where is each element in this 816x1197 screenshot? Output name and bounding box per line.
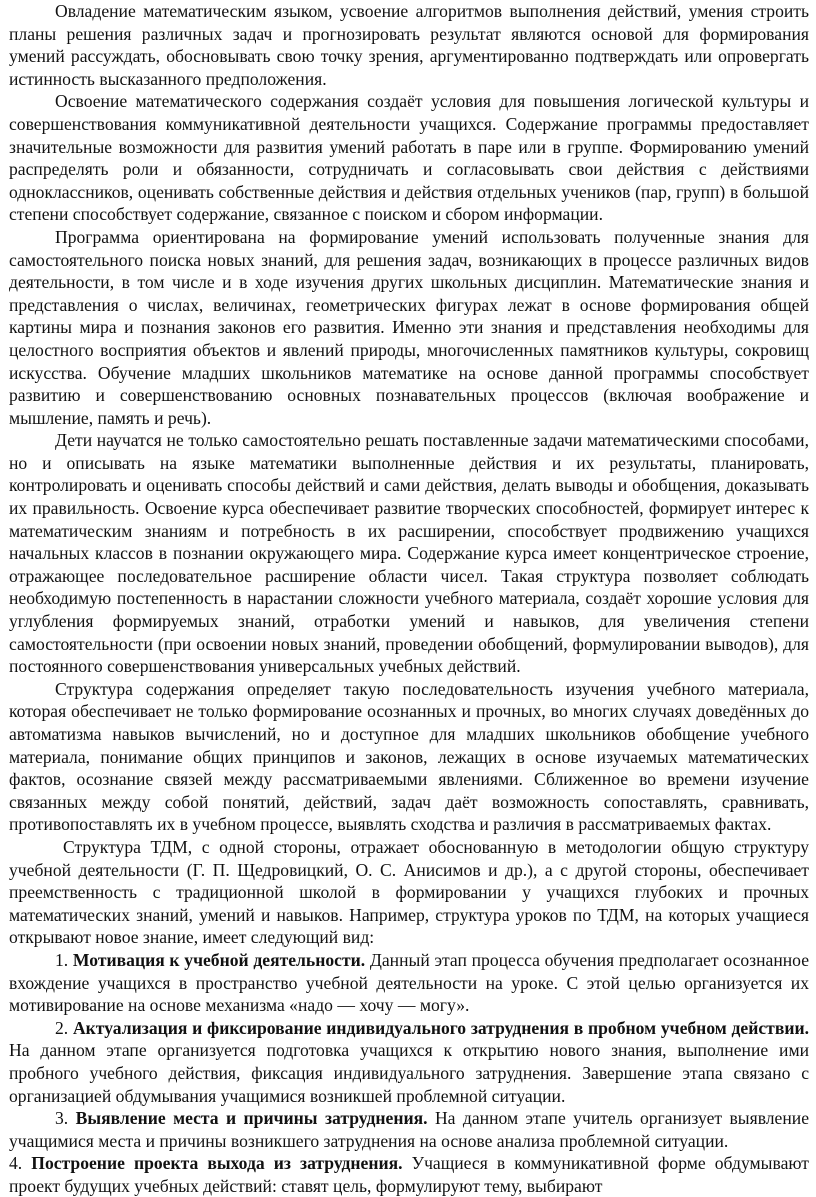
step-title: Выявление места и причины затруднения. (75, 1108, 428, 1129)
step-text: На данном этапе учитель организует выявление учащимися места и причины возникшего затруднения на основе анализа проблемной ситуации. (9, 1108, 810, 1151)
step-number: 3. (55, 1108, 69, 1129)
paragraph-3: Программа ориентирована на формирование умений использовать полученные знания для самостоятельного поиска новых знаний, для решения задач, возникающих в процессе различных видов деятельности, в том числе и в ходе изучения других школьных дисциплин. Математические знания и представления о числах, величинах, геометрических фигурах лежат в основе формирования общей картины мира и познания законов его развития. Именно эти знания и представления необходимы для целостного восприятия объектов и явлений природы, многочисленных памятников культуры, сокровищ искусства. Обучение младших школьников математике на основе данной программы способствует развитию и совершенствованию основных познавательных процессов (включая воображение и мышление, память и речь). (9, 226, 809, 428)
paragraph-5: Структура содержания определяет такую последовательность изучения учебного материала, которая обеспечивает не только формирование осознанных и прочных, во многих случаях доведённых до автоматизма навыков вычислений, но и доступное для младших школьников обобщение учебного материала, понимание общих принципов и законов, лежащих в основе изучаемых математических фактов, осознание связей между рассматриваемыми явлениями. Сближенное во времени изучение связанных между собой понятий, действий, задач даёт возможность сопоставлять, сравнивать, противопоставлять их в учебном процессе, выявлять сходства и различия в рассматриваемых фактах. (9, 678, 809, 835)
step-number: 1. (55, 949, 69, 970)
step-3 (9, 1107, 809, 1152)
paragraph-2: Освоение математического содержания создаёт условия для повышения логической культуры и совершенствования коммуникативной деятельности учащихся. Содержание программы предоставляет значительные возможности для развития умений работать в паре или в группе. Формированию умений распределять роли и обязанности, сотрудничать и согласовывать свои действия с действиями одноклассников, оценивать собственные действия и действия отдельных учеников (пар, групп) в большой степени способствует содержание, связанное с поиском и сбором информации. (9, 91, 809, 225)
step-text: На данном этапе организуется подготовка учащихся к открытию нового знания, выполнение ими пробного учебного действия, фиксация индивидуального затруднения. Завершение этапа связано с организацией обдумывания учащимися возникшей проблемной ситуации. (9, 1040, 809, 1106)
step-4 (9, 1152, 809, 1197)
paragraph-4: Дети научатся не только самостоятельно решать поставленные задачи математическими способами, но и описывать на языке математики выполненные действия и их результаты, планировать, контролировать и оценивать способы действий и сами действия, делать выводы и обобщения, доказывать их правильность. Освоение курса обеспечивает развитие творческих способностей, формирует интерес к математическим знаниям и потребность в их расширении, способствует продвижению учащихся начальных классов в познании окружающего мира. Содержание курса имеет концентрическое строение, отражающее последовательное расширение области чисел. Такая структура позволяет соблюдать необходимую постепенность в нарастании сложности учебного материала, создаёт хорошие условия для углубления формируемых знаний, отработки умений и навыков, для увеличения степени самостоятельности (при освоении новых знаний, проведении обобщений, формулировании выводов), для постоянного совершенствования универсальных учебных действий. (9, 430, 809, 677)
paragraph-1: Овладение математическим языком, усвоение алгоритмов выполнения действий, умения строить планы решения различных задач и прогнозировать результат являются основой для формирования умений рассуждать, обосновывать свою точку зрения, аргументированно подтверждать или опровергать истинность высказанного предположения. (9, 1, 809, 89)
step-title: Мотивация к учебной деятельности. (72, 949, 366, 970)
step-text: Данный этап процесса обучения предполагает осознанное вхождение учащихся в пространство учебной деятельности на уроке. С этой целью организуется их мотивирование на основе механизма «надо — хочу — могу». (9, 949, 809, 1016)
document-body (9, 0, 809, 1197)
step-number: 4. (9, 1153, 23, 1174)
step-1 (9, 949, 809, 1017)
step-title: Построение проекта выхода из затруднения. (31, 1153, 403, 1174)
step-number: 2. (55, 1017, 69, 1038)
paragraph-6: Структура ТДМ, с одной стороны, отражает обоснованную в методологии общую структуру учебной деятельности (Г. П. Щедровицкий, О. С. Анисимов и др.), а с другой стороны, обеспечивает преемственность с традиционной школой в формировании у учащихся глубоких и прочных математических знаний, умений и навыков. Например, структура уроков по ТДМ, на которых учащиеся открывают новое знание, имеет следующий вид: (9, 836, 809, 948)
step-2 (9, 1017, 809, 1107)
step-title: Актуализация и фиксирование индивидуального затруднения в пробном учебном действии. (72, 1017, 809, 1038)
step-text: Учащиеся в коммуникативной форме обдумывают проект будущих учебных действий: ставят цель, формулируют тему, выбирают (9, 1153, 809, 1196)
